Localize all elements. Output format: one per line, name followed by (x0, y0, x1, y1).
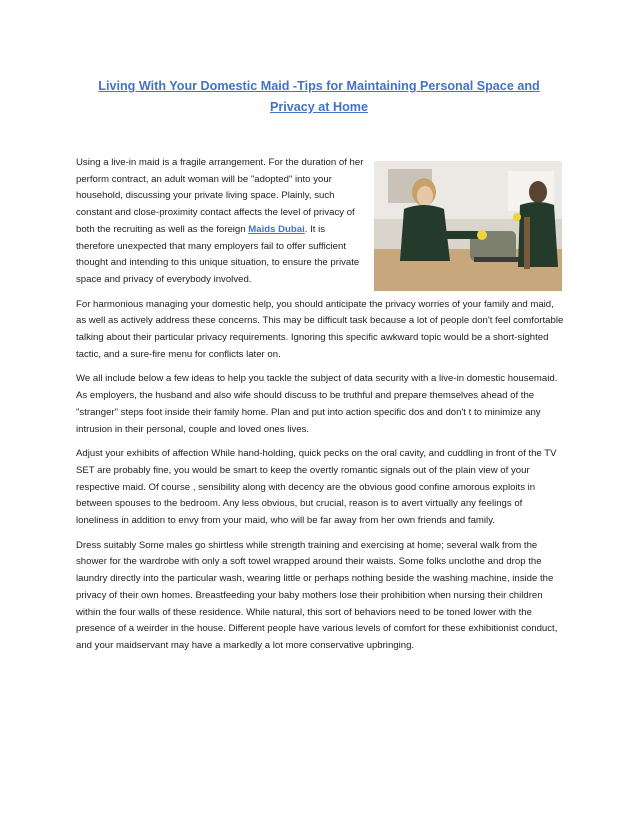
paragraph-dress: Dress suitably Some males go shirtless while strength training and exercising at home; several walk from the shower for the wardrobe with only a soft towel wrapped around their waists. Some folks unclothe and drop the laundry directly into the particular wash, wearing little or perhaps nothing beside the washing machine, inside the privacy of their own homes. Breastfeeding your baby mothers lose their prohibition when nursing their children within the four walls of these residence. While natural, this sort of behaviors need to be toned lower with the presence of a weirder in the house. Different people have various levels of comfort for these exhibitionist conduct, and your maidservant may have a markedly a lot more conservative upbringing. (76, 539, 558, 651)
paragraph-ideas: We all include below a few ideas to help you tackle the subject of data security with a live-in domestic housemaid. As employers, the husband and also wife should discuss to be truthful and prepare themselves ahead of the "stranger" steps foot inside their family home. Plan and put into action specific dos and don't t to minimize any intrusion in their personal, couple and loved ones lives. (76, 373, 558, 435)
maids-dubai-link[interactable]: Maids Dubai (248, 223, 305, 235)
paragraph-harmonious: For harmonious managing your domestic help, you should anticipate the privacy worries of your family and maid, as well as actively address these concerns. This may be difficult task because a lot of people don't feel comfortable talking about their particular privacy requirements. Ignoring this specific awkward topic would be a short-sighted tactic, and a sure-fire menu for conflicts later on. (76, 298, 564, 360)
cleaning-maids-photo (374, 161, 562, 291)
intro-text-end: . It is therefore unexpected that many employers fail to offer sufficient thought and intending to this unique situation, to ensure the private space and privacy of everybody involved. (76, 223, 360, 285)
article-body (76, 155, 564, 663)
intro-paragraph (76, 155, 366, 289)
paragraph-affection: Adjust your exhibits of affection While hand-holding, quick pecks on the oral cavity, and cuddling in front of the TV SET are probably fine, you would be smart to keep the overtly romantic signals out of the plain view of your respective maid. Of course , sensibility along with decency are the obvious good confine amorous exploits in between spouses to the bedroom. Any less obvious, but crucial, reason is to avert virtually any feelings of loneliness in addition to envy from your maid, who will be far away from her own friends and family. (76, 448, 557, 527)
intro-text-start: Using a live-in maid is a fragile arrangement. For the duration of her perform contract, an adult woman will be "adopted" into your household, discussing your private living space. Plainly, such constant and close-proximity contact affects the level of privacy of both the recruiting as well as the foreign (76, 157, 364, 235)
article-title[interactable]: Living With Your Domestic Maid -Tips for Maintaining Personal Space and Privacy at Home (98, 79, 540, 114)
intro-section (76, 155, 564, 297)
